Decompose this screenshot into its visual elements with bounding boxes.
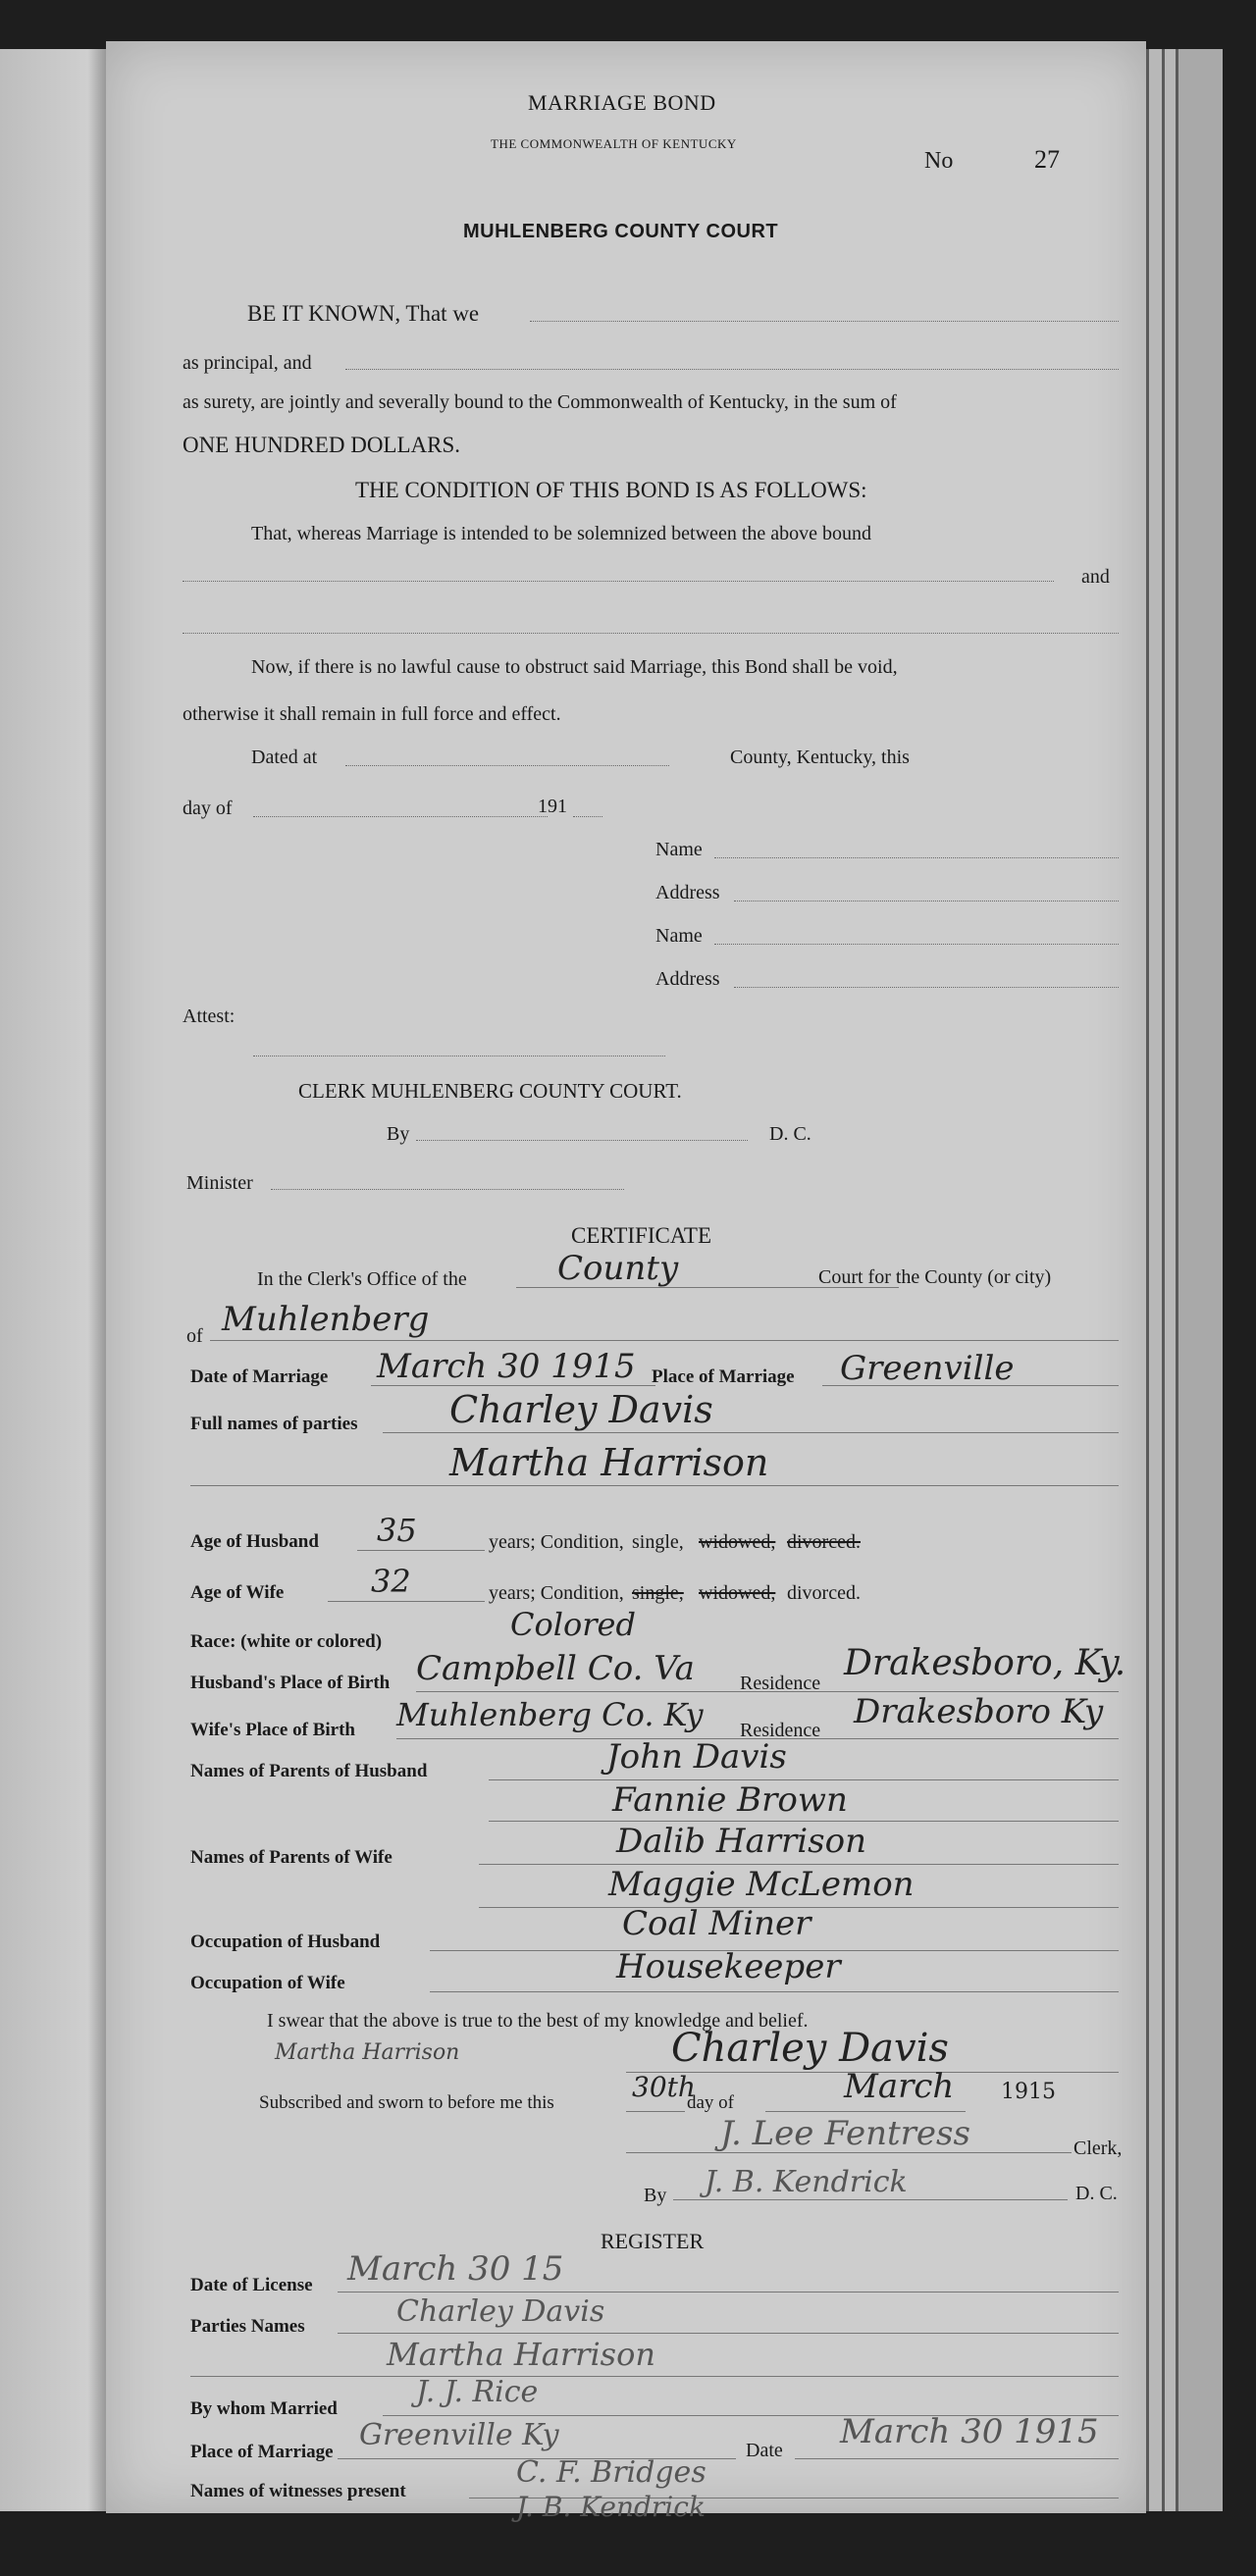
party2-line <box>190 1485 1119 1486</box>
swear-text: I swear that the above is true to the best of my knowledge and belief. <box>267 2010 809 2032</box>
clerk-label: Clerk, <box>1073 2138 1123 2159</box>
minister-label: Minister <box>186 1172 253 1194</box>
otherwise-text: otherwise it shall remain in full force and effect. <box>183 703 561 725</box>
cert-by: By <box>644 2185 667 2206</box>
amount: ONE HUNDRED DOLLARS. <box>183 433 461 457</box>
subscribed-text: Subscribed and sworn to before me this <box>259 2092 554 2113</box>
bond-dc: D. C. <box>769 1123 811 1145</box>
sworn-year: 1915 <box>1001 2080 1056 2104</box>
occupation-wife-line <box>430 1991 1119 1992</box>
age-husband-label: Age of Husband <box>190 1531 319 1552</box>
now-if-text: Now, if there is no lawful cause to obstruct said Marriage, this Bond shall be void, <box>251 656 898 678</box>
bond-address-label: Address <box>655 882 720 903</box>
cert-dc: D. C. <box>1075 2183 1118 2204</box>
page-edge <box>1162 49 1177 2511</box>
bond-by: By <box>387 1123 410 1145</box>
husband-birth-value: Campbell Co. Va <box>416 1649 695 1688</box>
party2-value: Martha Harrison <box>449 1441 769 1484</box>
occupation-wife-label: Occupation of Wife <box>190 1973 345 1993</box>
register-date-line <box>795 2458 1119 2459</box>
parents-husband-label: Names of Parents of Husband <box>190 1761 428 1781</box>
parents-wife-label: Names of Parents of Wife <box>190 1847 392 1868</box>
clerk-court: CLERK MUHLENBERG COUNTY COURT. <box>298 1079 682 1103</box>
wife-signature: Martha Harrison <box>275 2040 460 2065</box>
register-party-1-line <box>338 2333 1119 2334</box>
clerk-signature-line <box>626 2152 1072 2153</box>
register-party-2: Martha Harrison <box>387 2336 655 2373</box>
sworn-month: March <box>844 2067 955 2106</box>
age-husband-line <box>357 1550 485 1551</box>
wife-birth-value: Muhlenberg Co. Ky <box>396 1696 704 1733</box>
age-husband-value: 35 <box>377 1512 417 1549</box>
bond-by-line <box>416 1140 748 1141</box>
party1-line <box>383 1432 1119 1433</box>
age-wife-value: 32 <box>371 1563 411 1600</box>
register-place-value: Greenville Ky <box>359 2418 559 2452</box>
clerk-signature: J. Lee Fentress <box>720 2114 970 2153</box>
certificate-heading: CERTIFICATE <box>571 1223 712 1248</box>
surety-line <box>345 369 1119 370</box>
cond-divorced-struck: divorced. <box>787 1531 861 1553</box>
sworn-month-line <box>765 2111 966 2112</box>
bond-number-label: No <box>924 148 954 174</box>
parent-husband-1: John Davis <box>606 1737 787 1777</box>
register-party-2-line <box>190 2376 1119 2377</box>
county-ky-text: County, Kentucky, this <box>730 747 910 768</box>
dated-at-line <box>345 765 669 766</box>
court-type-value: County <box>557 1249 679 1288</box>
bond-subtitle: THE COMMONWEALTH OF KENTUCKY <box>491 136 737 151</box>
bond-name-label: Name <box>655 839 703 860</box>
bond-title: MARRIAGE BOND <box>528 90 716 115</box>
occupation-husband-label: Occupation of Husband <box>190 1932 381 1952</box>
of-label: of <box>186 1325 203 1347</box>
court-heading: MUHLENBERG COUNTY COURT <box>463 221 779 242</box>
cond-single-struck: single, <box>632 1582 684 1604</box>
husband-birth-label: Husband's Place of Birth <box>190 1673 391 1693</box>
date-of-marriage-value: March 30 1915 <box>377 1347 636 1386</box>
wife-residence-label: Residence <box>740 1720 821 1741</box>
deputy-signature: J. B. Kendrick <box>705 2165 908 2199</box>
married-by-value: J. J. Rice <box>416 2375 539 2409</box>
deputy-signature-line <box>673 2199 1068 2200</box>
years-condition-wife: years; Condition, <box>489 1582 624 1604</box>
clerk-office-text: In the Clerk's Office of the <box>257 1268 467 1290</box>
attest-label: Attest: <box>183 1005 236 1027</box>
bond-name-line-2 <box>714 944 1119 945</box>
sworn-day-line <box>626 2111 685 2112</box>
occupation-wife-value: Housekeeper <box>616 1947 841 1986</box>
county-name-value: Muhlenberg <box>222 1300 430 1339</box>
be-it-known: BE IT KNOWN, That we <box>247 301 480 326</box>
cond-widowed-struck: widowed, <box>699 1531 776 1553</box>
condition-heading: THE CONDITION OF THIS BOND IS AS FOLLOWS: <box>355 478 867 502</box>
whereas-text: That, whereas Marriage is intended to be solemnized between the above bound <box>251 523 872 544</box>
parties-names-label: Parties Names <box>190 2316 305 2337</box>
register-date-label: Date <box>746 2440 783 2461</box>
full-names-label: Full names of parties <box>190 1414 358 1434</box>
as-principal: as principal, and <box>183 352 312 374</box>
wife-birth-label: Wife's Place of Birth <box>190 1720 355 1740</box>
bride-line <box>183 581 1054 582</box>
register-date-value: March 30 1915 <box>840 2412 1099 2451</box>
and-text: and <box>1081 566 1110 588</box>
husband-residence-value: Drakesboro, Ky. <box>844 1643 1126 1683</box>
place-of-marriage-label: Place of Marriage <box>652 1366 795 1387</box>
husband-signature: Charley Davis <box>671 2026 949 2071</box>
husband-residence-label: Residence <box>740 1673 821 1694</box>
marriage-bond-page <box>106 41 1146 2523</box>
adjacent-page-left <box>0 49 110 2511</box>
sworn-day: 30th <box>632 2071 696 2103</box>
day-of: day of <box>183 798 233 819</box>
bond-address-label-2: Address <box>655 968 720 990</box>
surety-text: as surety, are jointly and severally bound to the Commonwealth of Kentucky, in the sum of <box>183 391 897 413</box>
dated-at: Dated at <box>251 747 318 768</box>
license-date-label: Date of License <box>190 2275 313 2295</box>
age-wife-label: Age of Wife <box>190 1582 285 1603</box>
page-edge <box>1146 49 1163 2511</box>
race-value: Colored <box>510 1606 636 1643</box>
age-wife-line <box>328 1601 485 1602</box>
cond-widowed-struck-wife: widowed, <box>699 1582 776 1604</box>
cond-single: single, <box>632 1531 684 1553</box>
witness-2: J. B. Kendrick <box>516 2491 706 2523</box>
register-party-1: Charley Davis <box>396 2294 605 2329</box>
year-line <box>573 816 602 817</box>
place-of-marriage-value: Greenville <box>840 1349 1015 1388</box>
day-of-line <box>253 816 548 817</box>
court-for-text: Court for the County (or city) <box>818 1266 1052 1288</box>
party1-value: Charley Davis <box>449 1388 713 1431</box>
bond-number: 27 <box>1034 145 1060 174</box>
register-place-label: Place of Marriage <box>190 2442 334 2462</box>
parent-wife-1: Dalib Harrison <box>616 1822 866 1861</box>
bond-address-line <box>734 901 1119 902</box>
parent-wife-2: Maggie McLemon <box>608 1865 915 1904</box>
page-edge <box>1176 49 1223 2511</box>
race-label: Race: (white or colored) <box>190 1631 383 1652</box>
years-condition: years; Condition, <box>489 1531 624 1553</box>
groom-line <box>183 633 1119 634</box>
minister-line <box>271 1189 624 1190</box>
bond-name-line <box>714 857 1119 858</box>
occupation-husband-value: Coal Miner <box>622 1904 811 1943</box>
year-prefix: 191 <box>538 796 567 817</box>
license-date-value: March 30 15 <box>347 2249 564 2289</box>
county-line <box>210 1340 1119 1341</box>
register-heading: REGISTER <box>601 2229 705 2253</box>
sworn-day-of: day of <box>687 2092 735 2113</box>
wife-residence-value: Drakesboro Ky <box>854 1692 1104 1731</box>
cond-divorced-wife: divorced. <box>787 1582 861 1604</box>
principal-line <box>530 321 1119 322</box>
bond-name-label-2: Name <box>655 925 703 947</box>
witness-1: C. F. Bridges <box>516 2455 706 2490</box>
witnesses-label: Names of witnesses present <box>190 2481 406 2501</box>
bond-address-line-2 <box>734 987 1119 988</box>
married-by-label: By whom Married <box>190 2398 338 2419</box>
date-of-marriage-label: Date of Marriage <box>190 1366 329 1387</box>
license-date-line <box>338 2292 1119 2293</box>
parent-husband-2: Fannie Brown <box>612 1780 848 1820</box>
